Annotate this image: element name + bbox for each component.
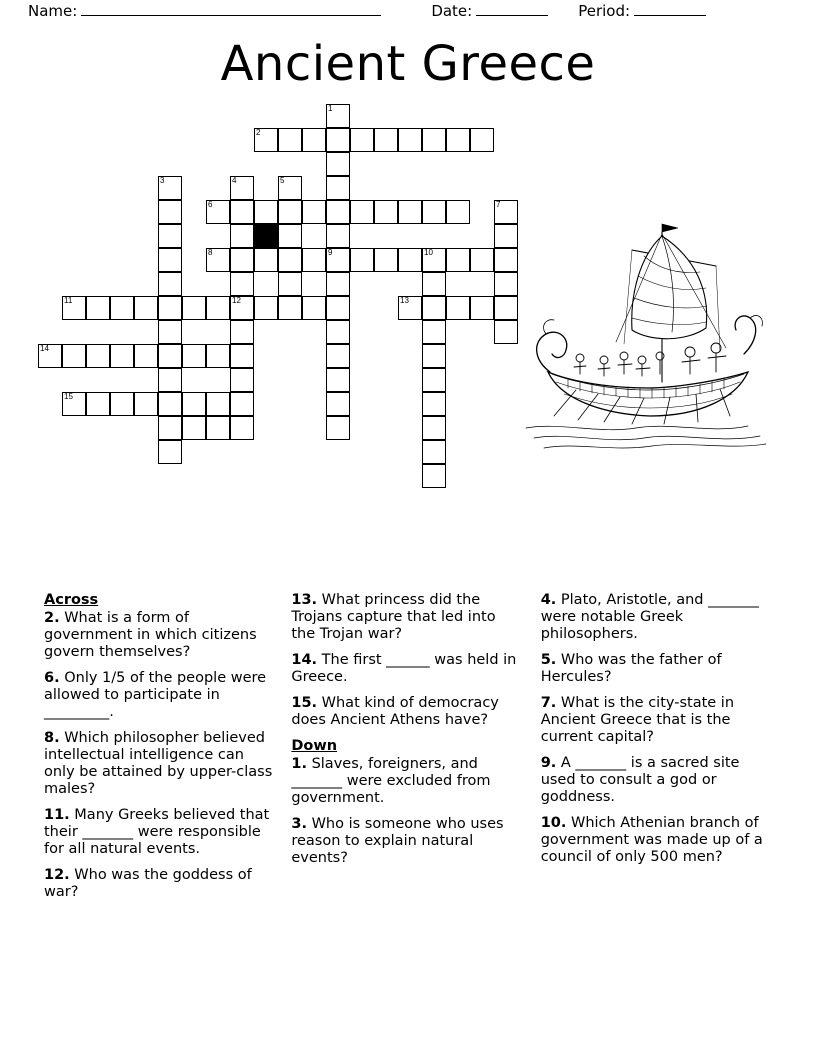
- clue-number: 7.: [540, 695, 557, 711]
- grid-cell[interactable]: [422, 464, 446, 488]
- clue-text: Who is someone who uses reason to explain natural events?: [291, 816, 504, 866]
- grid-cell[interactable]: [206, 416, 230, 440]
- grid-cell[interactable]: [230, 416, 254, 440]
- grid-cell[interactable]: [350, 128, 374, 152]
- grid-cell[interactable]: [278, 224, 302, 248]
- clue-number: 5.: [540, 652, 557, 668]
- grid-cell[interactable]: [254, 128, 278, 152]
- grid-cell[interactable]: [278, 272, 302, 296]
- grid-cell[interactable]: [134, 392, 158, 416]
- student-info-header: [28, 2, 788, 24]
- grid-cell-number: 15: [64, 392, 73, 401]
- clue-column-3: [541, 592, 774, 910]
- grid-cell-number: 3: [160, 176, 165, 185]
- clue-number: 13.: [291, 592, 318, 608]
- grid-cell[interactable]: [398, 200, 422, 224]
- grid-cell-number: 6: [208, 200, 213, 209]
- grid-cell-number: 11: [64, 296, 73, 305]
- grid-cell[interactable]: [326, 200, 350, 224]
- clue-number: 12.: [44, 867, 70, 883]
- grid-cell[interactable]: [86, 344, 110, 368]
- grid-cell[interactable]: [230, 296, 254, 320]
- grid-cell-number: 1: [328, 104, 333, 113]
- grid-cell-number: 10: [424, 248, 433, 257]
- grid-cell[interactable]: [110, 344, 134, 368]
- grid-cell[interactable]: [158, 344, 182, 368]
- clue-text: Plato, Aristotle, and _______ were notable Greek philosophers.: [540, 592, 759, 642]
- grid-cell[interactable]: [326, 224, 350, 248]
- grid-cell[interactable]: [62, 344, 86, 368]
- grid-cell[interactable]: [326, 416, 350, 440]
- grid-cell[interactable]: [302, 200, 326, 224]
- clue-text: What is the city-state in Ancient Greece that is the current capital?: [540, 695, 735, 745]
- clue-across-8: [44, 730, 273, 798]
- grid-cell[interactable]: [278, 200, 302, 224]
- clue-down-10: [541, 815, 774, 866]
- grid-cell[interactable]: [158, 272, 182, 296]
- clue-number: 8.: [44, 730, 60, 746]
- clue-text: Which Athenian branch of government was made up of a council of only 500 men?: [540, 815, 763, 865]
- grid-cell[interactable]: [494, 320, 518, 344]
- grid-cell[interactable]: [470, 296, 494, 320]
- grid-cell[interactable]: [230, 248, 254, 272]
- grid-cell[interactable]: [110, 392, 134, 416]
- grid-cell[interactable]: [62, 296, 86, 320]
- clue-down-3: [291, 816, 522, 867]
- grid-cell[interactable]: [374, 128, 398, 152]
- period-blank-line[interactable]: [634, 3, 706, 16]
- grid-cell[interactable]: [326, 128, 350, 152]
- clue-number: 14.: [291, 652, 318, 668]
- clue-text: Slaves, foreigners, and _______ were excluded from government.: [291, 756, 491, 806]
- clue-down-5: [541, 652, 774, 686]
- grid-cell[interactable]: [158, 224, 182, 248]
- down-heading: Down: [291, 738, 338, 754]
- grid-cell[interactable]: [206, 392, 230, 416]
- grid-cell[interactable]: [422, 272, 446, 296]
- grid-cell[interactable]: [326, 368, 350, 392]
- clue-across-2: [44, 610, 273, 661]
- grid-cell[interactable]: [470, 128, 494, 152]
- grid-cell[interactable]: [446, 296, 470, 320]
- grid-cell[interactable]: [374, 248, 398, 272]
- clue-text: A _______ is a sacred site used to consult a god or goddness.: [540, 755, 740, 805]
- clue-number: 3.: [291, 816, 307, 832]
- grid-cell[interactable]: [206, 296, 230, 320]
- grid-cell[interactable]: [182, 296, 206, 320]
- clue-number: 9.: [540, 755, 557, 771]
- clue-text: What is a form of government in which citizens govern themselves?: [44, 610, 257, 660]
- grid-cell[interactable]: [182, 344, 206, 368]
- clue-number: 15.: [291, 695, 318, 711]
- grid-cell[interactable]: [422, 368, 446, 392]
- grid-cell[interactable]: [158, 176, 182, 200]
- grid-cell[interactable]: [302, 128, 326, 152]
- clue-text: Many Greeks believed that their _______ were responsible for all natural events.: [44, 807, 270, 857]
- grid-cell[interactable]: [494, 248, 518, 272]
- grid-cell[interactable]: [206, 248, 230, 272]
- grid-cell-number: 5: [280, 176, 285, 185]
- grid-cell[interactable]: [254, 248, 278, 272]
- grid-cell[interactable]: [326, 176, 350, 200]
- grid-cell[interactable]: [422, 416, 446, 440]
- grid-cell[interactable]: [230, 272, 254, 296]
- clue-across-13: [291, 592, 522, 643]
- grid-cell[interactable]: [422, 440, 446, 464]
- clue-lists: [44, 592, 774, 910]
- grid-cell[interactable]: [398, 248, 422, 272]
- grid-cell[interactable]: [494, 200, 518, 224]
- grid-cell[interactable]: [398, 128, 422, 152]
- clue-number: 2.: [44, 610, 60, 626]
- grid-cell[interactable]: [158, 392, 182, 416]
- grid-cell[interactable]: [494, 272, 518, 296]
- grid-cell[interactable]: [206, 200, 230, 224]
- clue-column-2: [291, 592, 522, 910]
- grid-cell[interactable]: [350, 248, 374, 272]
- clue-column-1: [44, 592, 273, 910]
- grid-cell[interactable]: [446, 200, 470, 224]
- grid-cell[interactable]: [86, 392, 110, 416]
- grid-cell[interactable]: [230, 368, 254, 392]
- clue-across-12: [44, 867, 273, 901]
- grid-cell[interactable]: [326, 296, 350, 320]
- clue-across-6: [44, 670, 273, 721]
- grid-cell[interactable]: [326, 320, 350, 344]
- grid-cell[interactable]: [254, 296, 278, 320]
- period-label: Period:: [578, 2, 631, 20]
- grid-cell[interactable]: [158, 320, 182, 344]
- grid-cell-number: 14: [40, 344, 49, 353]
- grid-cell[interactable]: [350, 200, 374, 224]
- crossword-grid[interactable]: [38, 104, 538, 524]
- clue-text: Only 1/5 of the people were allowed to participate in _________.: [44, 670, 267, 720]
- date-blank-line[interactable]: [476, 3, 548, 16]
- page-title: Ancient Greece: [220, 36, 596, 92]
- grid-cell[interactable]: [158, 368, 182, 392]
- grid-cell[interactable]: [422, 296, 446, 320]
- grid-cell[interactable]: [38, 344, 62, 368]
- grid-cell[interactable]: [326, 152, 350, 176]
- clue-text: Which philosopher believed intellectual intelligence can only be attained by upper-class males?: [44, 730, 273, 797]
- grid-cell[interactable]: [446, 128, 470, 152]
- clue-number: 10.: [540, 815, 567, 831]
- clue-across-11: [44, 807, 273, 858]
- clue-across-15: [291, 695, 522, 729]
- grid-cell[interactable]: [398, 296, 422, 320]
- grid-cell[interactable]: [326, 272, 350, 296]
- grid-cell[interactable]: [182, 392, 206, 416]
- grid-cell[interactable]: [62, 392, 86, 416]
- grid-cell[interactable]: [182, 416, 206, 440]
- grid-cell[interactable]: [422, 344, 446, 368]
- clue-number: 6.: [44, 670, 60, 686]
- clue-number: 11.: [44, 807, 70, 823]
- grid-cell[interactable]: [278, 248, 302, 272]
- clue-number: 4.: [540, 592, 557, 608]
- grid-cell-number: 2: [256, 128, 261, 137]
- clue-across-14: [291, 652, 522, 686]
- grid-cell[interactable]: [422, 320, 446, 344]
- grid-cell[interactable]: [206, 344, 230, 368]
- grid-cell-number: 9: [328, 248, 333, 257]
- grid-cell[interactable]: [158, 296, 182, 320]
- grid-cell-number: 13: [400, 296, 409, 305]
- grid-cell-number: 12: [232, 296, 241, 305]
- grid-cell[interactable]: [470, 248, 494, 272]
- grid-cell[interactable]: [110, 296, 134, 320]
- grid-cell[interactable]: [278, 296, 302, 320]
- grid-cell[interactable]: [278, 128, 302, 152]
- grid-cell[interactable]: [158, 440, 182, 464]
- clue-text: The first ______ was held in Greece.: [291, 652, 517, 685]
- grid-cell-number: 4: [232, 176, 237, 185]
- name-blank-line[interactable]: [81, 3, 381, 16]
- grid-cell[interactable]: [422, 200, 446, 224]
- grid-cell[interactable]: [302, 248, 326, 272]
- clue-text: Who was the father of Hercules?: [540, 652, 722, 685]
- grid-cell[interactable]: [446, 248, 470, 272]
- grid-cell[interactable]: [230, 176, 254, 200]
- grid-cell[interactable]: [230, 392, 254, 416]
- clue-number: 1.: [291, 756, 307, 772]
- grid-cell[interactable]: [230, 224, 254, 248]
- grid-cell[interactable]: [230, 344, 254, 368]
- clue-text: What princess did the Trojans capture that led into the Trojan war?: [291, 592, 496, 642]
- grid-cell[interactable]: [326, 344, 350, 368]
- grid-cell-blocked: [254, 224, 278, 248]
- grid-cell[interactable]: [326, 104, 350, 128]
- grid-cell[interactable]: [494, 224, 518, 248]
- grid-cell[interactable]: [422, 128, 446, 152]
- grid-cell[interactable]: [158, 416, 182, 440]
- grid-cell[interactable]: [134, 344, 158, 368]
- grid-cell[interactable]: [86, 296, 110, 320]
- grid-cell[interactable]: [326, 392, 350, 416]
- clue-text: What kind of democracy does Ancient Athens have?: [291, 695, 499, 728]
- grid-cell[interactable]: [422, 248, 446, 272]
- grid-cell[interactable]: [230, 200, 254, 224]
- date-label: Date:: [431, 2, 473, 20]
- grid-cell[interactable]: [230, 320, 254, 344]
- name-label: Name:: [28, 2, 78, 20]
- grid-cell[interactable]: [134, 296, 158, 320]
- grid-cell[interactable]: [494, 296, 518, 320]
- across-heading: Across: [44, 592, 99, 608]
- clue-down-1: [291, 756, 522, 807]
- grid-cell[interactable]: [374, 200, 398, 224]
- clue-text: Who was the goddess of war?: [44, 867, 252, 900]
- greek-trireme-ship-drawing: [520, 222, 784, 462]
- grid-cell[interactable]: [254, 200, 278, 224]
- grid-cell[interactable]: [326, 248, 350, 272]
- grid-cell[interactable]: [422, 392, 446, 416]
- grid-cell-number: 7: [496, 200, 501, 209]
- grid-cell-number: 8: [208, 248, 213, 257]
- clue-down-7: [541, 695, 774, 746]
- grid-cell[interactable]: [158, 200, 182, 224]
- grid-cell[interactable]: [302, 296, 326, 320]
- grid-cell[interactable]: [278, 176, 302, 200]
- clue-down-9: [541, 755, 774, 806]
- clue-down-4: [541, 592, 774, 643]
- grid-cell[interactable]: [158, 248, 182, 272]
